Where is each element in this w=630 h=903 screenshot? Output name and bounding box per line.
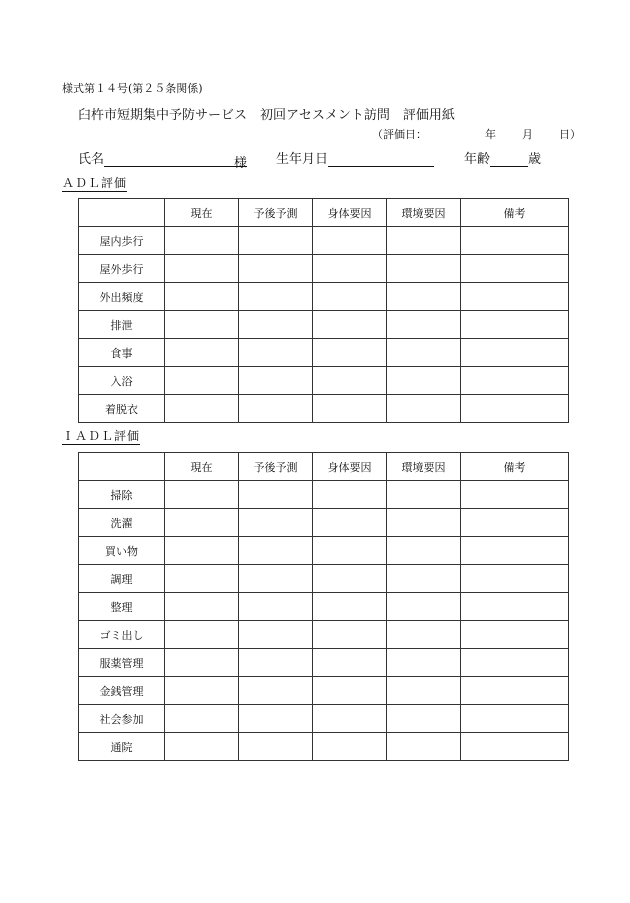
table-row bbox=[79, 311, 569, 339]
iadl-cell[interactable] bbox=[165, 565, 239, 593]
adl-cell[interactable] bbox=[461, 311, 569, 339]
evaluation-date bbox=[372, 126, 581, 142]
iadl-cell[interactable] bbox=[387, 537, 461, 565]
adl-cell[interactable] bbox=[387, 227, 461, 255]
adl-cell[interactable] bbox=[387, 311, 461, 339]
adl-cell[interactable] bbox=[239, 283, 313, 311]
iadl-cell[interactable] bbox=[239, 705, 313, 733]
iadl-cell[interactable] bbox=[461, 565, 569, 593]
iadl-cell[interactable] bbox=[239, 481, 313, 509]
adl-cell[interactable] bbox=[387, 367, 461, 395]
iadl-header-3: 身体要因 bbox=[313, 453, 387, 481]
iadl-row-label: 整理 bbox=[79, 593, 165, 621]
iadl-section-title: ＩＡＤＬ評価 bbox=[62, 429, 141, 443]
adl-cell[interactable] bbox=[387, 255, 461, 283]
iadl-row-label: 通院 bbox=[79, 733, 165, 761]
iadl-cell[interactable] bbox=[313, 621, 387, 649]
iadl-cell[interactable] bbox=[165, 481, 239, 509]
iadl-row-label: 洗濯 bbox=[79, 509, 165, 537]
name-input-line[interactable] bbox=[104, 152, 234, 167]
table-row bbox=[79, 283, 569, 311]
iadl-cell[interactable] bbox=[387, 593, 461, 621]
adl-header-3: 身体要因 bbox=[313, 199, 387, 227]
adl-header-2: 予後予測 bbox=[239, 199, 313, 227]
table-row bbox=[79, 537, 569, 565]
name-field bbox=[78, 148, 248, 171]
birth-label: 生年月日 bbox=[276, 152, 329, 167]
table-row bbox=[79, 621, 569, 649]
age-suffix: 歳 bbox=[528, 152, 542, 167]
iadl-cell[interactable] bbox=[239, 565, 313, 593]
adl-header-1: 現在 bbox=[165, 199, 239, 227]
adl-cell[interactable] bbox=[165, 367, 239, 395]
table-row bbox=[79, 705, 569, 733]
iadl-cell[interactable] bbox=[239, 537, 313, 565]
adl-cell[interactable] bbox=[387, 339, 461, 367]
table-row bbox=[79, 481, 569, 509]
eval-date-year: 年 bbox=[485, 128, 496, 141]
adl-row-label: 食事 bbox=[79, 339, 165, 367]
iadl-cell[interactable] bbox=[461, 593, 569, 621]
iadl-row-label: 調理 bbox=[79, 565, 165, 593]
iadl-cell[interactable] bbox=[313, 537, 387, 565]
adl-cell[interactable] bbox=[313, 395, 387, 423]
birthdate-input-line[interactable] bbox=[328, 152, 434, 167]
adl-cell[interactable] bbox=[313, 255, 387, 283]
adl-row-label: 排泄 bbox=[79, 311, 165, 339]
iadl-row-label: 服薬管理 bbox=[79, 649, 165, 677]
iadl-cell[interactable] bbox=[313, 509, 387, 537]
iadl-row-label: 買い物 bbox=[79, 537, 165, 565]
iadl-cell[interactable] bbox=[461, 481, 569, 509]
adl-cell[interactable] bbox=[387, 283, 461, 311]
adl-cell[interactable] bbox=[239, 395, 313, 423]
adl-cell[interactable] bbox=[239, 311, 313, 339]
table-row bbox=[79, 677, 569, 705]
adl-cell[interactable] bbox=[461, 255, 569, 283]
table-row bbox=[79, 565, 569, 593]
adl-cell[interactable] bbox=[313, 367, 387, 395]
adl-cell[interactable] bbox=[313, 227, 387, 255]
iadl-header-blank bbox=[79, 453, 165, 481]
adl-cell[interactable] bbox=[239, 227, 313, 255]
iadl-cell[interactable] bbox=[387, 565, 461, 593]
iadl-cell[interactable] bbox=[165, 537, 239, 565]
adl-header-blank bbox=[79, 199, 165, 227]
adl-cell[interactable] bbox=[165, 283, 239, 311]
eval-date-month: 月 bbox=[522, 128, 533, 141]
iadl-cell[interactable] bbox=[313, 649, 387, 677]
table-row bbox=[79, 509, 569, 537]
table-row bbox=[79, 367, 569, 395]
iadl-cell[interactable] bbox=[165, 649, 239, 677]
iadl-cell[interactable] bbox=[313, 677, 387, 705]
iadl-cell[interactable] bbox=[165, 705, 239, 733]
iadl-cell[interactable] bbox=[387, 733, 461, 761]
iadl-cell[interactable] bbox=[387, 649, 461, 677]
adl-row-label: 外出頻度 bbox=[79, 283, 165, 311]
age-input-line[interactable] bbox=[490, 152, 528, 167]
adl-section-title: ＡＤＬ評価 bbox=[62, 176, 128, 190]
adl-cell[interactable] bbox=[461, 283, 569, 311]
adl-cell[interactable] bbox=[165, 227, 239, 255]
iadl-cell[interactable] bbox=[461, 509, 569, 537]
adl-cell[interactable] bbox=[313, 339, 387, 367]
iadl-cell[interactable] bbox=[239, 733, 313, 761]
iadl-cell[interactable] bbox=[461, 705, 569, 733]
iadl-row-label: 社会参加 bbox=[79, 705, 165, 733]
iadl-header-5: 備考 bbox=[461, 453, 569, 481]
iadl-cell[interactable] bbox=[239, 509, 313, 537]
iadl-cell[interactable] bbox=[313, 565, 387, 593]
adl-cell[interactable] bbox=[461, 367, 569, 395]
adl-header-5: 備考 bbox=[461, 199, 569, 227]
adl-row-label: 屋外歩行 bbox=[79, 255, 165, 283]
adl-cell[interactable] bbox=[461, 339, 569, 367]
adl-row-label: 入浴 bbox=[79, 367, 165, 395]
iadl-cell[interactable] bbox=[461, 621, 569, 649]
iadl-cell[interactable] bbox=[165, 733, 239, 761]
document-title: 臼杵市短期集中予防サービス 初回アセスメント訪問 評価用紙 bbox=[78, 108, 455, 123]
adl-cell[interactable] bbox=[165, 311, 239, 339]
table-row bbox=[79, 255, 569, 283]
table-row bbox=[79, 733, 569, 761]
iadl-cell[interactable] bbox=[387, 481, 461, 509]
iadl-cell[interactable] bbox=[461, 537, 569, 565]
iadl-header-4: 環境要因 bbox=[387, 453, 461, 481]
table-row bbox=[79, 593, 569, 621]
adl-cell[interactable] bbox=[461, 395, 569, 423]
iadl-cell[interactable] bbox=[239, 649, 313, 677]
iadl-cell[interactable] bbox=[239, 593, 313, 621]
iadl-cell[interactable] bbox=[461, 677, 569, 705]
iadl-cell[interactable] bbox=[239, 677, 313, 705]
iadl-cell[interactable] bbox=[387, 621, 461, 649]
name-suffix: 様 bbox=[234, 152, 247, 167]
iadl-cell[interactable] bbox=[239, 621, 313, 649]
age-label: 年齢 bbox=[464, 152, 491, 167]
iadl-row-label: ゴミ出し bbox=[79, 621, 165, 649]
table-row bbox=[79, 649, 569, 677]
adl-cell[interactable] bbox=[239, 339, 313, 367]
adl-table bbox=[78, 198, 569, 423]
adl-cell[interactable] bbox=[239, 367, 313, 395]
iadl-cell[interactable] bbox=[165, 509, 239, 537]
age-field bbox=[464, 148, 541, 167]
iadl-cell[interactable] bbox=[387, 677, 461, 705]
adl-cell[interactable] bbox=[165, 255, 239, 283]
iadl-cell[interactable] bbox=[165, 621, 239, 649]
eval-date-day: 日） bbox=[559, 128, 581, 141]
iadl-header-1: 現在 bbox=[165, 453, 239, 481]
adl-cell[interactable] bbox=[313, 283, 387, 311]
iadl-cell[interactable] bbox=[313, 733, 387, 761]
adl-cell[interactable] bbox=[165, 339, 239, 367]
iadl-cell[interactable] bbox=[461, 733, 569, 761]
adl-row-label: 屋内歩行 bbox=[79, 227, 165, 255]
adl-cell[interactable] bbox=[239, 255, 313, 283]
iadl-cell[interactable] bbox=[461, 649, 569, 677]
name-label: 氏名 bbox=[78, 152, 105, 167]
iadl-header-2: 予後予測 bbox=[239, 453, 313, 481]
iadl-cell[interactable] bbox=[387, 705, 461, 733]
iadl-row-label: 金銭管理 bbox=[79, 677, 165, 705]
iadl-cell[interactable] bbox=[165, 593, 239, 621]
iadl-cell[interactable] bbox=[387, 509, 461, 537]
table-row bbox=[79, 227, 569, 255]
eval-date-open: （評価日： bbox=[372, 128, 427, 141]
adl-header-4: 環境要因 bbox=[387, 199, 461, 227]
adl-cell[interactable] bbox=[461, 227, 569, 255]
adl-cell[interactable] bbox=[165, 395, 239, 423]
table-row bbox=[79, 395, 569, 423]
iadl-row-label: 掃除 bbox=[79, 481, 165, 509]
iadl-cell[interactable] bbox=[313, 593, 387, 621]
iadl-cell[interactable] bbox=[165, 677, 239, 705]
birthdate-field bbox=[276, 148, 434, 167]
table-row bbox=[79, 339, 569, 367]
adl-row-label: 着脱衣 bbox=[79, 395, 165, 423]
iadl-cell[interactable] bbox=[313, 705, 387, 733]
adl-cell[interactable] bbox=[387, 395, 461, 423]
form-number: 様式第１４号(第２５条関係) bbox=[62, 82, 203, 95]
adl-cell[interactable] bbox=[313, 311, 387, 339]
iadl-table bbox=[78, 452, 569, 761]
iadl-cell[interactable] bbox=[313, 481, 387, 509]
